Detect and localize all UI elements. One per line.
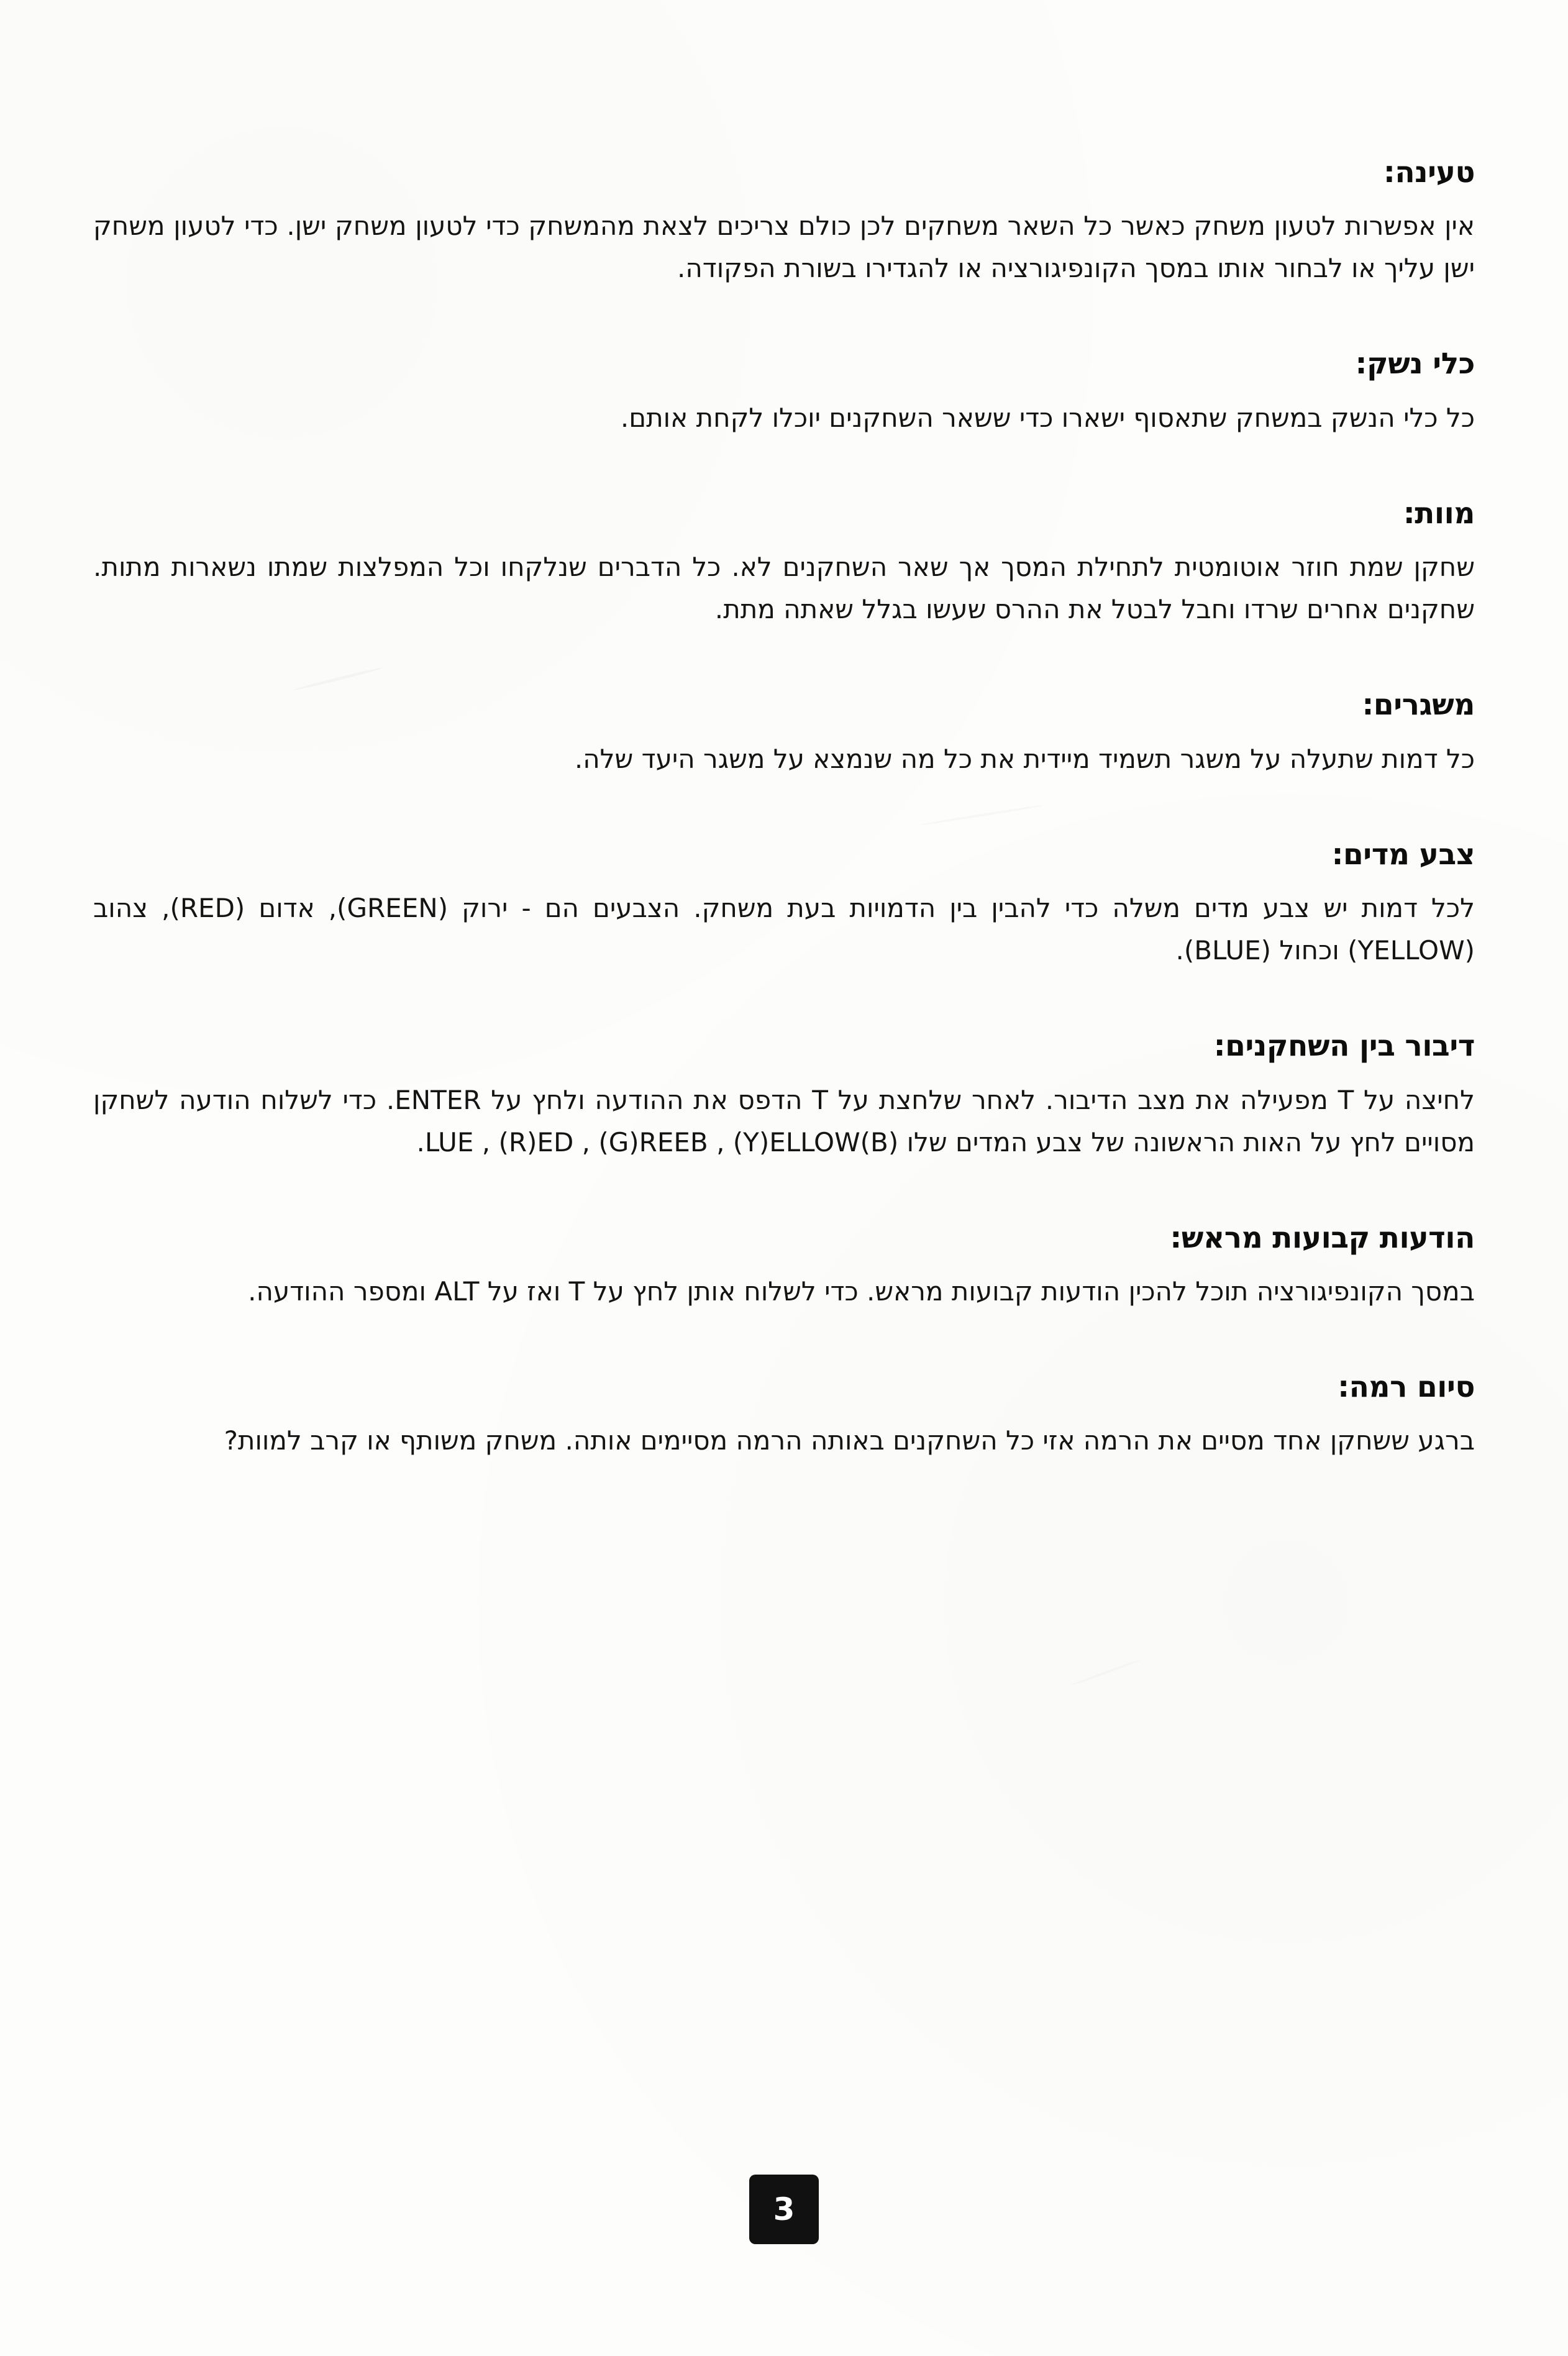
section-player-chat <box>93 1029 1475 1163</box>
section-paragraph: שחקן שמת חוזר אוטומטית לתחילת המסך אך שאר השחקנים לא. כל הדברים שנלקחו וכל המפלצות שמתו נשארות מתות. שחקנים אחרים שרדו וחבל לבטל את ההרס שעשו בגלל שאתה מתת. <box>93 552 1475 625</box>
section-paragraph: לחיצה על T מפעילה את מצב הדיבור. לאחר שלחצת על T הדפס את ההודעה ולחץ על ENTER. כדי לשלוח הודעה לשחקן מסויים לחץ על האות הראשונה של צבע המדים שלו (B)LUE , (R)ED , (G)REEB , (Y)ELLOW. <box>93 1084 1475 1157</box>
section-heading: סיום רמה: <box>1338 1370 1475 1405</box>
section-preset-messages <box>93 1221 1475 1313</box>
page-footer <box>0 2175 1568 2244</box>
section-paragraph: כל כלי הנשק במשחק שתאסוף ישארו כדי ששאר השחקנים יוכלו לקחת אותם. <box>620 402 1475 433</box>
section-death <box>93 496 1475 631</box>
section-heading: הודעות קבועות מראש: <box>1170 1220 1475 1255</box>
section-level-end <box>93 1370 1475 1462</box>
scan-blemish <box>1070 1659 1141 1687</box>
section-paragraph: ברגע ששחקן אחד מסיים את הרמה אזי כל השחקנים באותה הרמה מסיימים אותה. משחק משותף או קרב למוות? <box>224 1425 1475 1456</box>
section-heading: משגרים: <box>1362 688 1475 723</box>
section-paragraph: כל דמות שתעלה על משגר תשמיד מיידית את כל מה שנמצא על משגר היעד שלה. <box>574 743 1475 774</box>
section-heading: טעינה: <box>1383 155 1475 189</box>
section-heading: כלי נשק: <box>1355 347 1475 381</box>
section-weapons <box>93 347 1475 439</box>
section-uniform-color <box>93 838 1475 972</box>
document-body <box>93 155 1475 1463</box>
section-loading <box>93 155 1475 290</box>
section-paragraph: לכל דמות יש צבע מדים משלה כדי להבין בין הדמויות בעת משחק. הצבעים הם - ירוק (GREEN), אדום (RED), צהוב (YELLOW) וכחול (BLUE). <box>93 893 1475 966</box>
section-paragraph: במסך הקונפיגורציה תוכל להכין הודעות קבועות מראש. כדי לשלוח אותן לחץ על T ואז על ALT ומספר ההודעה. <box>248 1276 1475 1307</box>
page-number-badge: 3 <box>749 2175 819 2244</box>
section-heading: מוות: <box>1403 496 1475 531</box>
section-heading: צבע מדים: <box>1331 837 1475 872</box>
section-paragraph: אין אפשרות לטעון משחק כאשר כל השאר משחקים לכן כולם צריכים לצאת מהמשחק כדי לטעון משחק ישן. כדי לטעון משחק ישן עליך או לבחור אותו במסך הקונפיגורציה או להגדירו בשורת הפקודה. <box>93 211 1475 284</box>
section-launchers <box>93 688 1475 780</box>
section-heading: דיבור בין השחקנים: <box>1213 1029 1475 1064</box>
